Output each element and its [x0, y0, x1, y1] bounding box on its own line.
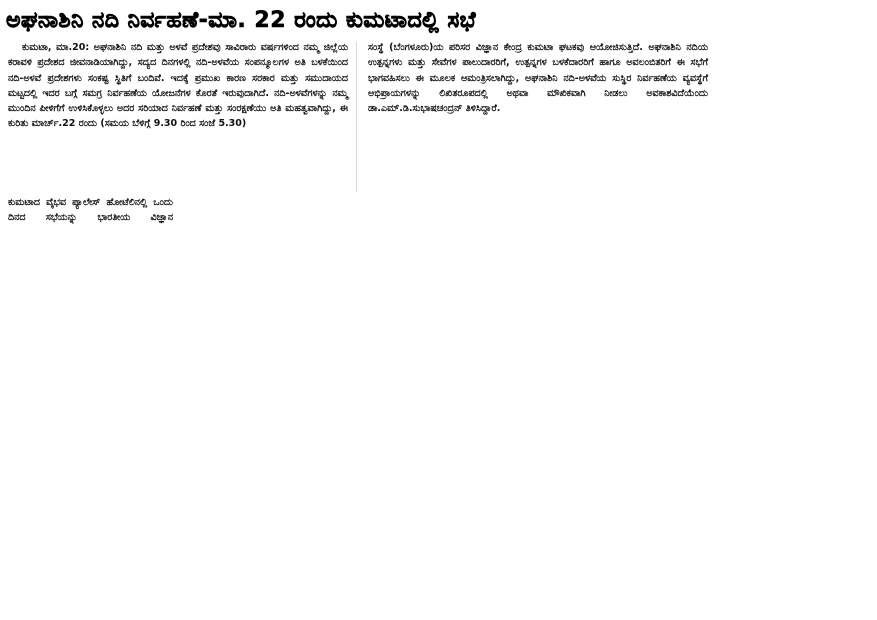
article-column-1-continued: ಕುಮಟಾದ ವೈಭವ ಪ್ಯಾಲೇಸ್ ಹೋಟೆಲಿನಲ್ಲಿ ಒಂದು ದಿನದ ಸಭೆಯನ್ನು ಭಾರತೀಯ ವಿಜ್ಞಾನ	[8, 197, 173, 224]
article-headline: ಅಘನಾಶಿನಿ ನದಿ ನಿರ್ವಹಣೆ-ಮಾ. 22 ರಂದು ಕುಮಟಾದಲ್ಲಿ ಸಭೆ	[6, 8, 477, 33]
article-column-1: ಕುಮಟಾ, ಮಾ.20: ಅಘನಾಶಿನಿ ನದಿ ಮತ್ತು ಅಳವೆ ಪ್ರದೇಶವು ಸಾವಿರಾರು ವರ್ಷಗಳಿಂದ ನಮ್ಮ ಜಿಲ್ಲೆಯ ಕರಾವಳಿ ಪ್ರದೇಶದ ಜೀವನಾಡಿಯಾಗಿದ್ದು, ಸದ್ಯದ ದಿನಗಳಲ್ಲಿ ನದಿ-ಅಳವೆಯ ಸಂಪನ್ಮೂಲಗಳ ಅತಿ ಬಳಕೆಯಿಂದ ನದಿ-ಅಳವೆ ಪ್ರದೇಶಗಳು ಸಂಕಷ್ಟ ಸ್ಥಿತಿಗೆ ಬಂದಿವೆ. ಇದಕ್ಕೆ ಪ್ರಮುಖ ಕಾರಣ ಸರಕಾರ ಮತ್ತು ಸಮುದಾಯದ ಮಟ್ಟದಲ್ಲಿ ಇದರ ಬಗ್ಗೆ ಸಮಗ್ರ ನಿರ್ವಹಣೆಯ ಯೋಜನೆಗಳ ಕೊರತೆ ಇರುವುದಾಗಿದೆ. ನದಿ-ಅಳವೆಗಳನ್ನು ನಮ್ಮ ಮುಂದಿನ ಪೀಳಿಗೆಗೆ ಉಳಿಸಿಕೊಳ್ಳಲು ಅದರ ಸರಿಯಾದ ನಿರ್ವಹಣೆ ಮತ್ತು ಸಂರಕ್ಷಣೆಯು ಅತಿ ಮಹತ್ವವಾಗಿದ್ದು, ಈ ಕುರಿತು ಮಾರ್ಚ್.22 ರಂದು (ಸಮಯ ಬೆಳಿಗ್ಗೆ 9.30 ರಿಂದ ಸಂಜೆ 5.30)	[8, 42, 348, 130]
article-column-2: ಸಂಸ್ಥೆ (ಬೆಂಗಳೂರು)ಯ ಪರಿಸರ ವಿಜ್ಞಾನ ಕೇಂದ್ರ ಕುಮಟಾ ಘಟಕವು ಆಯೋಜಿಸುತ್ತಿದೆ. ಅಘನಾಶಿನಿ ನದಿಯ ಉತ್ಪನ್ನಗಳು ಮತ್ತು ಸೇವೆಗಳ ಪಾಲುದಾರರಿಗೆ, ಉತ್ಪನ್ನಗಳ ಬಳಕೆದಾರರಿಗೆ ಹಾಗೂ ಅವಲಂಬಿತರಿಗೆ ಈ ಸಭೆಗೆ ಭಾಗವಹಿಸಲು ಈ ಮೂಲಕ ಆಮಂತ್ರಿಸಲಾಗಿದ್ದು, ಅಘನಾಶಿನಿ ನದಿ-ಅಳವೆಯ ಸುಸ್ಥಿರ ನಿರ್ವಹಣೆಯ ವ್ಯವಸ್ಥೆಗೆ ಅಭಿಪ್ರಾಯಗಳನ್ನು ಲಿಖಿತರೂಪದಲ್ಲಿ ಅಥವಾ ಮೌಖಿಕವಾಗಿ ನೀಡಲು ಅವಕಾಶವಿದೆಯೆಂದು ಡಾ.ಎಮ್.ಡಿ.ಸುಭಾಷಚಂದ್ರನ್ ತಿಳಿಸಿದ್ದಾರೆ.	[368, 42, 708, 115]
column-divider	[356, 42, 357, 192]
